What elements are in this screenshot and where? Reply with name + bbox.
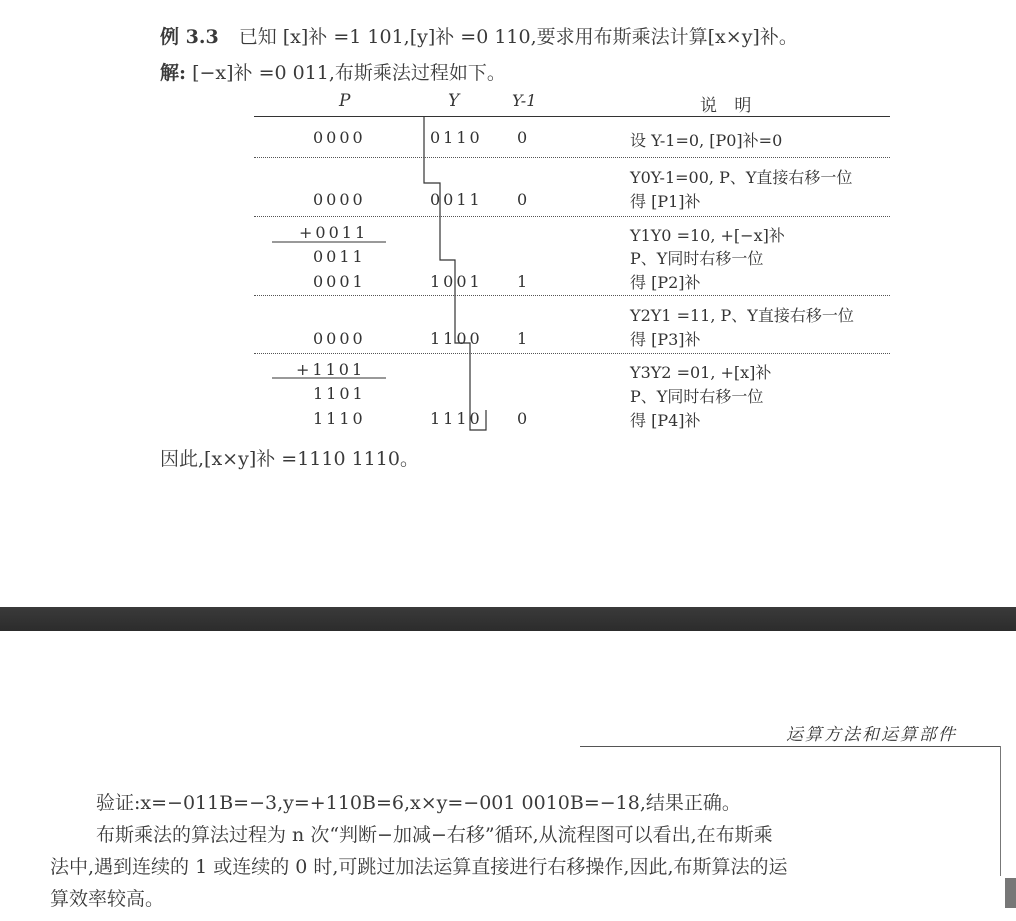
- table-cell-note: 得 [P3]补: [630, 330, 701, 349]
- table-cell-note: P、Y同时右移一位: [630, 387, 764, 406]
- row-divider: [254, 295, 890, 296]
- row-divider: [254, 216, 890, 217]
- example-statement: 已知 [x]补 =1 101,[y]补 =0 110,要求用布斯乘法计算[x×y]补。: [238, 26, 798, 48]
- running-header: 运算方法和运算部件: [786, 725, 957, 745]
- table-cell-note: Y1Y0 =10, +[−x]补: [630, 226, 785, 245]
- table-cell-p-add: +1101: [296, 360, 366, 379]
- table-cell-y: 1110: [430, 409, 483, 428]
- table-cell-note: Y3Y2 =01, +[x]补: [630, 363, 772, 382]
- header-note: 说 明: [700, 96, 758, 116]
- table-cell-note: Y0Y-1=00, P、Y直接右移一位: [630, 168, 853, 187]
- paragraph-line: 法中,遇到连续的 1 或连续的 0 时,可跳过加法运算直接进行右移操作,因此,布斯算法的运: [50, 856, 788, 878]
- table-cell-p: 1110: [313, 409, 366, 428]
- row-divider: [254, 157, 890, 158]
- table-cell-p: 0000: [313, 190, 366, 209]
- table-cell-note: 设 Y-1=0, [P0]补=0: [630, 131, 783, 150]
- paragraph-line: 布斯乘法的算法过程为 n 次“判断−加减−右移”循环,从流程图可以看出,在布斯乘: [96, 824, 773, 846]
- header-p: P: [339, 91, 351, 111]
- table-cell-p: 0000: [313, 128, 366, 147]
- header-y: Y: [448, 91, 460, 111]
- table-cell-note: 得 [P1]补: [630, 192, 701, 211]
- table-cell-note: Y2Y1 =11, P、Y直接右移一位: [630, 306, 854, 325]
- table-cell-y: 0110: [430, 128, 483, 147]
- paragraph-line: 算效率较高。: [50, 888, 165, 910]
- table-cell-ym1: 0: [517, 128, 531, 147]
- page-separator: [0, 607, 1016, 631]
- table-cell-y: 0011: [430, 190, 483, 209]
- example-label: 例 3.3: [160, 26, 219, 48]
- table-cell-note: 得 [P2]补: [630, 273, 701, 292]
- table-cell-ym1: 0: [517, 409, 531, 428]
- table-cell-p-mid: 0011: [313, 247, 366, 266]
- table-cell-p-mid: 1101: [313, 384, 366, 403]
- verification-text: 验证:x=−011B=−3,y=+110B=6,x×y=−001 0010B=−18,结果正确。: [96, 792, 741, 814]
- table-cell-p: 0001: [313, 272, 366, 291]
- table-cell-ym1: 1: [517, 272, 531, 291]
- page-edge-rule: [1000, 746, 1001, 876]
- solution-text: [−x]补 =0 011,布斯乘法过程如下。: [192, 62, 506, 84]
- page-edge-tab: [1005, 878, 1016, 908]
- header-y-minus1: Y-1: [512, 91, 537, 110]
- solution-label: 解:: [160, 62, 187, 84]
- table-cell-y: 1001: [430, 272, 483, 291]
- table-cell-ym1: 0: [517, 190, 531, 209]
- table-cell-p-add: +0011: [299, 223, 369, 242]
- table-cell-note: 得 [P4]补: [630, 411, 701, 430]
- running-header-rule: [580, 746, 1000, 747]
- row-divider: [254, 353, 890, 354]
- table-cell-y: 1100: [430, 329, 483, 348]
- table-cell-ym1: 1: [517, 329, 531, 348]
- table-cell-p: 0000: [313, 329, 366, 348]
- conclusion-text: 因此,[x×y]补 =1110 1110。: [160, 448, 419, 470]
- table-cell-note: P、Y同时右移一位: [630, 249, 764, 268]
